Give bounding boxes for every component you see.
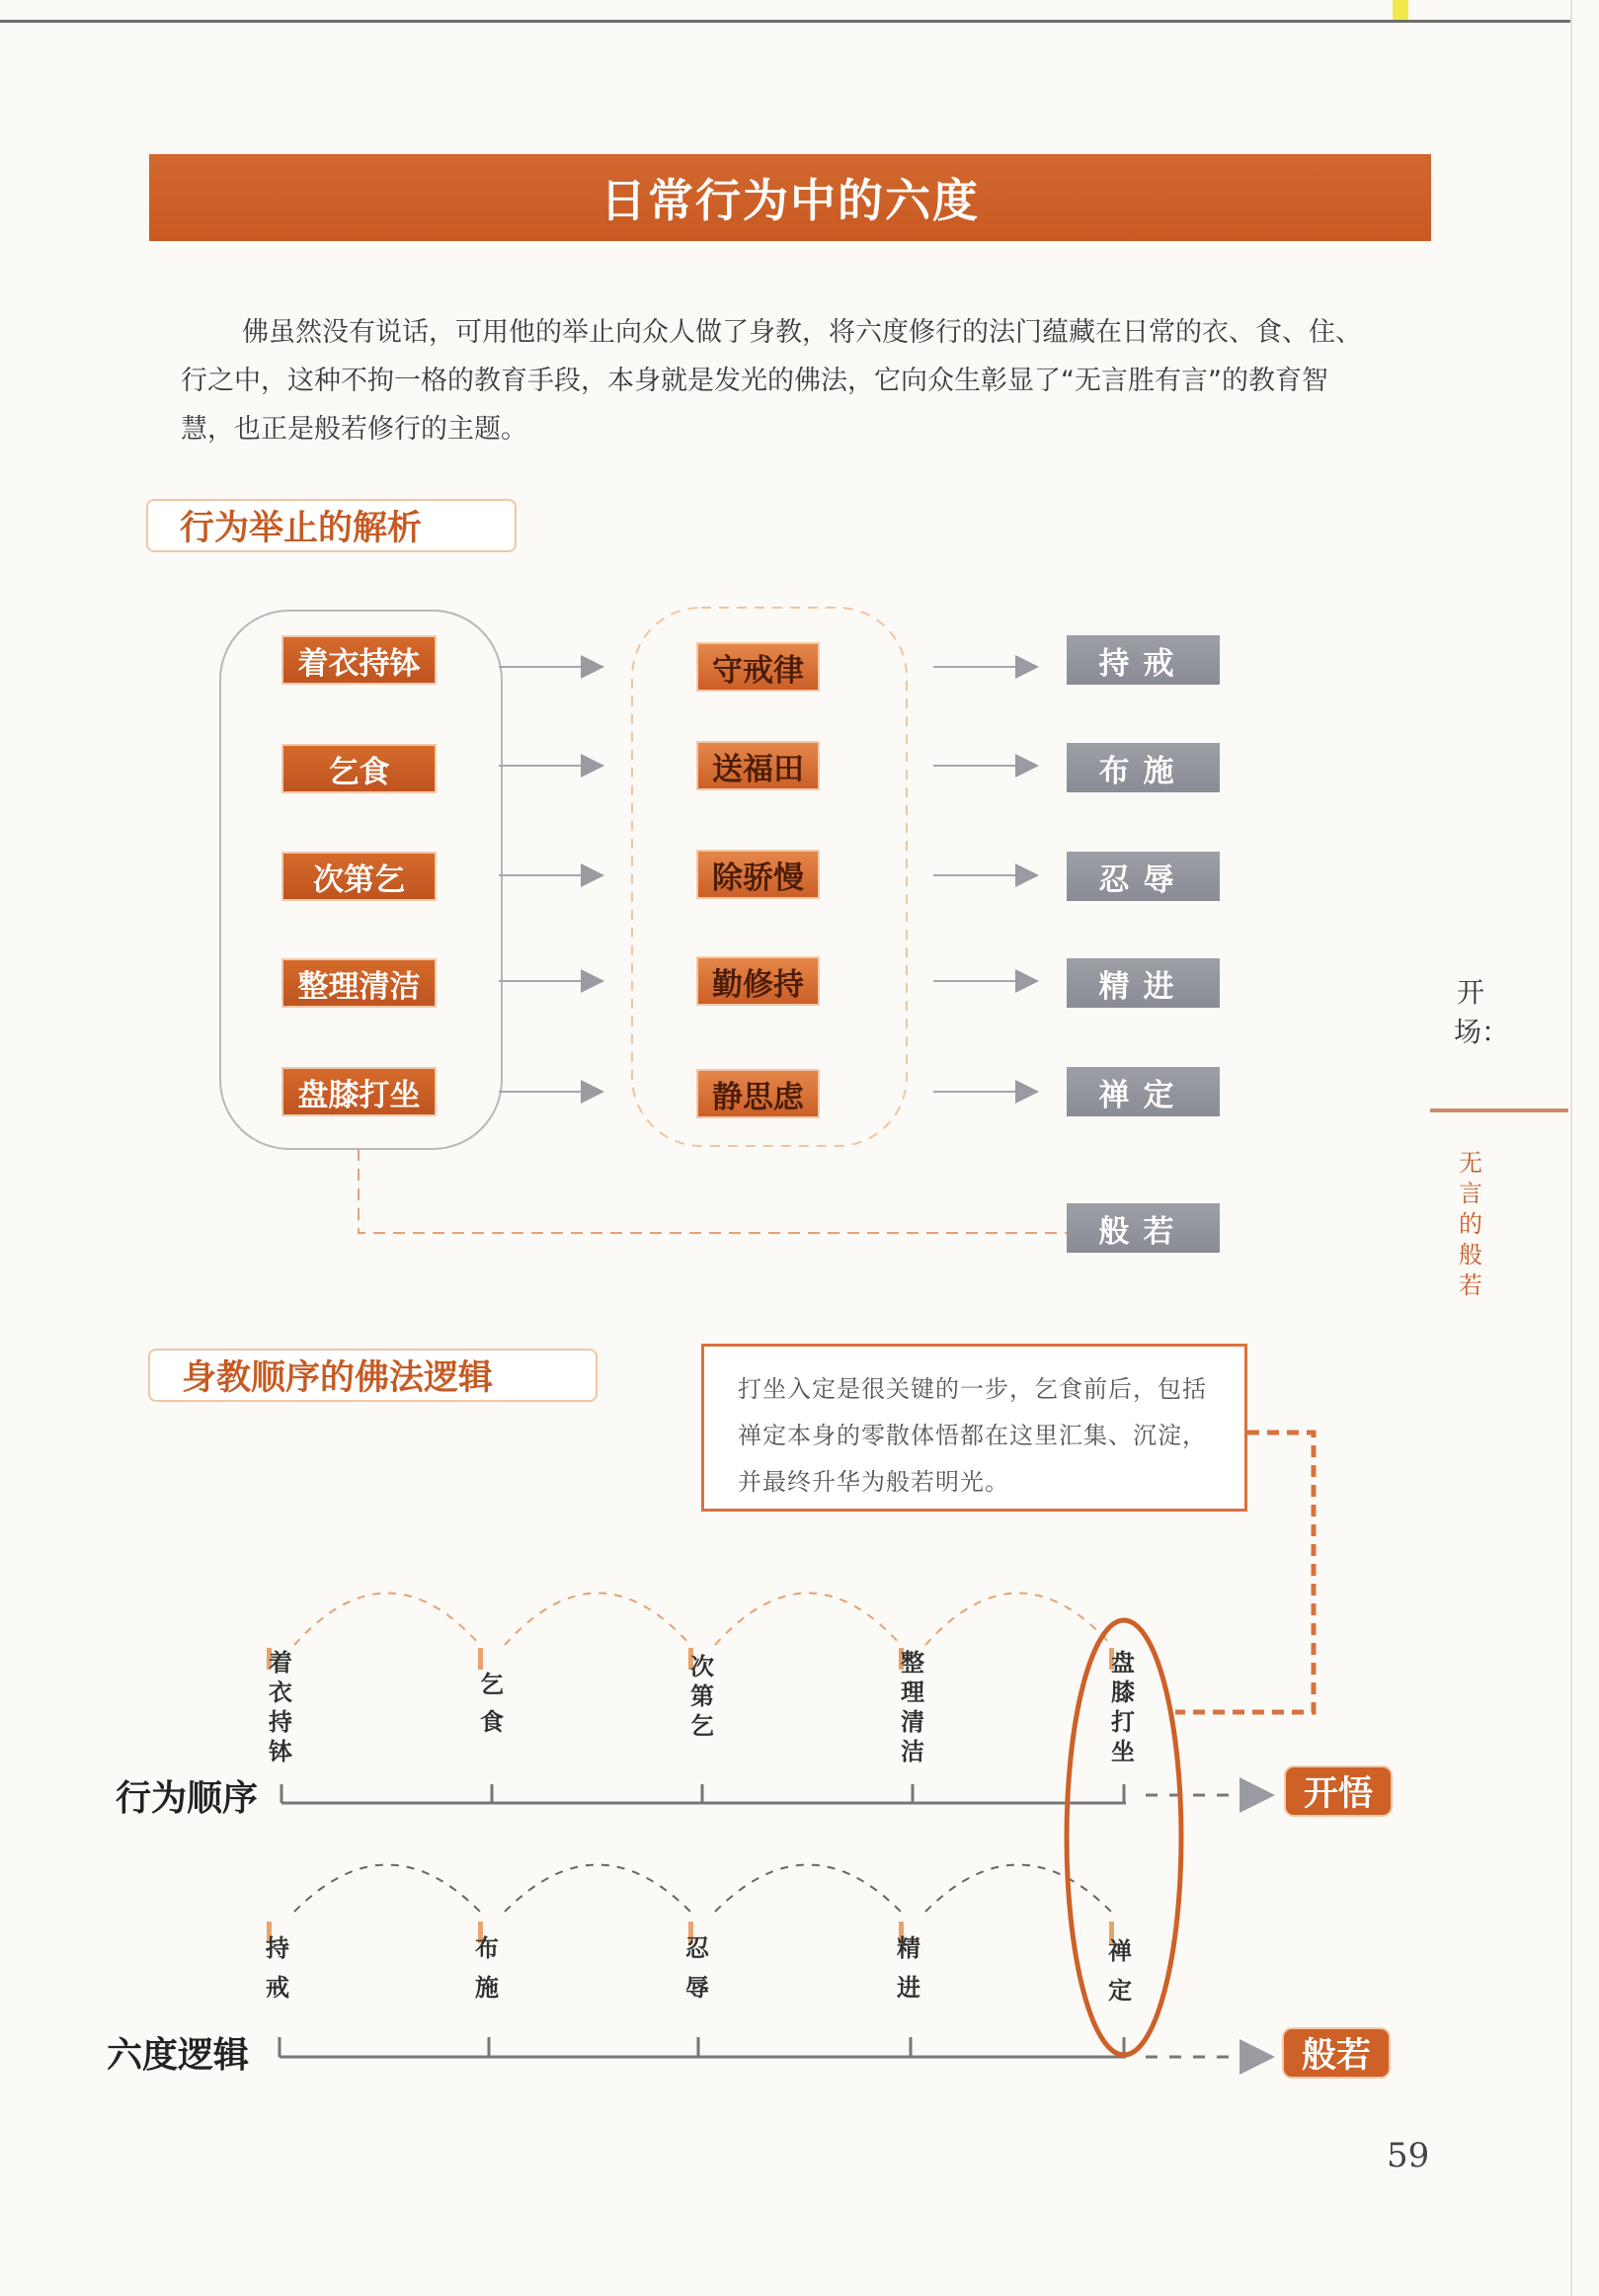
- intro-paragraph: 佛虽然没有说话，可用他的举止向众人做了身教，将六度修行的法门蕴藏在日常的衣、食、住、行之中，这种不拘一格的教育手段，本身就是发光的佛法，它向众生彰显了“无言胜有言”的教育智慧，也正是般若修行的主题。: [181, 317, 1362, 445]
- sidebar-chapter: 开场：: [1454, 976, 1510, 1048]
- action-box-5: 盘膝打坐: [281, 1067, 437, 1116]
- timeline1-end-pill: 开悟: [1284, 1765, 1393, 1817]
- timeline2-item-1: 持戒: [266, 1934, 289, 2002]
- result-box-1: 持戒: [1067, 635, 1220, 685]
- timeline1-item-2: 乞食: [480, 1671, 504, 1736]
- action-box-1: 着衣持钵: [281, 635, 437, 685]
- meaning-box-3: 除骄慢: [696, 850, 820, 899]
- timeline2-item-2: 布施: [475, 1934, 499, 2002]
- timeline2-arcs: [294, 1865, 1111, 1913]
- action-box-4: 整理清洁: [281, 958, 437, 1008]
- action-box-3: 次第乞: [281, 852, 437, 901]
- timeline2-axis: [280, 2037, 1126, 2057]
- page-title: 日常行为中的六度: [600, 174, 980, 227]
- timeline1-item-5: 盘膝打坐: [1111, 1649, 1135, 1765]
- final-link-line: [359, 1149, 1067, 1233]
- note-box: 打坐入定是很关键的一步，乞食前后，包括禅定本身的零散体悟都在这里汇集、沉淀，并最终升华为般若明光。: [701, 1344, 1247, 1512]
- timeline1-arcs: [294, 1594, 1111, 1646]
- section2-heading: 身教顺序的佛法逻辑: [148, 1349, 598, 1402]
- timeline2-label: 六度逻辑: [107, 2035, 250, 2076]
- timeline2-item-3: 忍辱: [685, 1934, 709, 2002]
- timeline2-item-4: 精进: [897, 1934, 920, 2002]
- meaning-box-4: 勤修持: [696, 956, 820, 1006]
- result-box-3: 忍辱: [1067, 852, 1220, 901]
- action-box-2: 乞食: [281, 744, 437, 793]
- timeline1-label: 行为顺序: [116, 1778, 259, 1819]
- meaning-box-2: 送福田: [696, 741, 820, 790]
- sidebar-subtitle: 无言的般若: [1459, 1149, 1482, 1299]
- timeline1-axis: [281, 1784, 1126, 1803]
- timeline1-item-3: 次第乞: [690, 1653, 714, 1740]
- final-result-box: 般若: [1067, 1203, 1220, 1253]
- meaning-box-1: 守戒律: [696, 642, 820, 692]
- sidebar-rule: [1430, 1108, 1568, 1112]
- timeline1-item-1: 着衣持钵: [269, 1649, 292, 1765]
- result-box-5: 禅定: [1067, 1067, 1220, 1116]
- section1-heading: 行为举止的解析: [146, 499, 517, 552]
- timeline2-end-pill: 般若: [1282, 2027, 1391, 2079]
- page-number: 59: [1387, 2136, 1430, 2175]
- meaning-box-5: 静思虑: [696, 1069, 820, 1118]
- result-box-2: 布施: [1067, 743, 1220, 792]
- arrows-left: [499, 667, 600, 1092]
- timeline2-item-5: 禅定: [1108, 1937, 1132, 2005]
- result-box-4: 精进: [1067, 958, 1220, 1008]
- arrows-right: [933, 667, 1035, 1092]
- timeline1-item-4: 整理清洁: [901, 1649, 924, 1765]
